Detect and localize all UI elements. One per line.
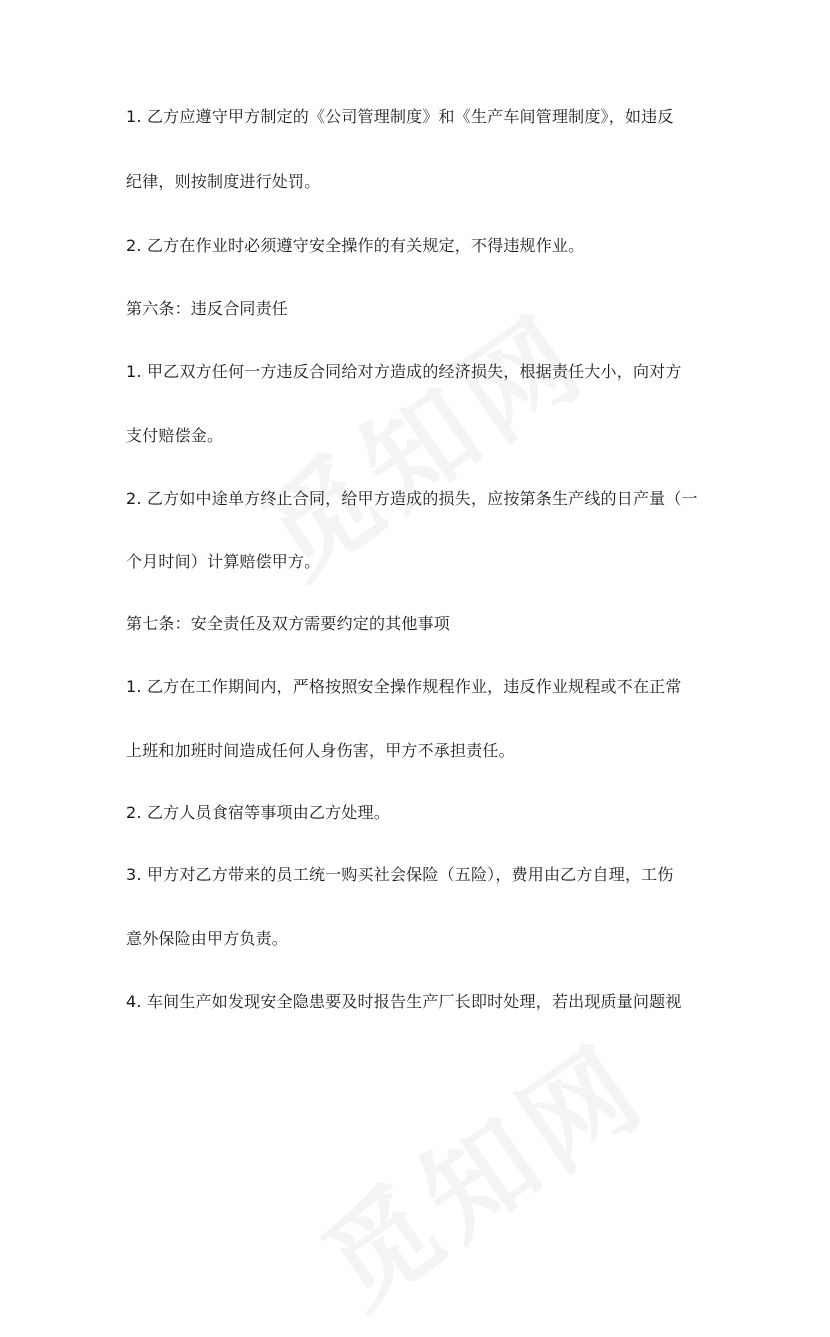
text-line: 2. 乙方在作业时必须遵守安全操作的有关规定，不得违规作业。	[126, 236, 585, 255]
watermark	[287, 1001, 673, 1337]
text-line: 2. 乙方人员食宿等事项由乙方处理。	[126, 803, 390, 822]
text-line: 意外保险由甲方负责。	[126, 929, 289, 948]
text-line: 1. 甲乙双方任何一方违反合同给对方造成的经济损失，根据责任大小，向对方	[126, 362, 682, 381]
text-line: 上班和加班时间造成任何人身伤害，甲方不承担责任。	[126, 741, 515, 760]
text-line: 个月时间）计算赔偿甲方。	[126, 552, 321, 571]
text-line: 1. 乙方在工作期间内，严格按照安全操作规程作业，违反作业规程或不在正常	[126, 677, 682, 696]
section-heading: 第六条：违反合同责任	[126, 299, 289, 318]
text-line: 3. 甲方对乙方带来的员工统一购买社会保险（五险），费用由乙方自理，工伤	[126, 865, 674, 884]
text-line: 纪律，则按制度进行处罚。	[126, 172, 321, 191]
text-line: 2. 乙方如中途单方终止合同，给甲方造成的损失，应按第条生产线的日产量（一	[126, 489, 698, 508]
section-heading: 第七条：安全责任及双方需要约定的其他事项	[126, 614, 451, 633]
text-line: 4. 车间生产如发现安全隐患要及时报告生产厂长即时处理，若出现质量问题视	[126, 992, 682, 1011]
text-line: 1. 乙方应遵守甲方制定的《公司管理制度》和《生产车间管理制度》，如违反	[126, 107, 674, 126]
text-line: 支付赔偿金。	[126, 426, 224, 445]
